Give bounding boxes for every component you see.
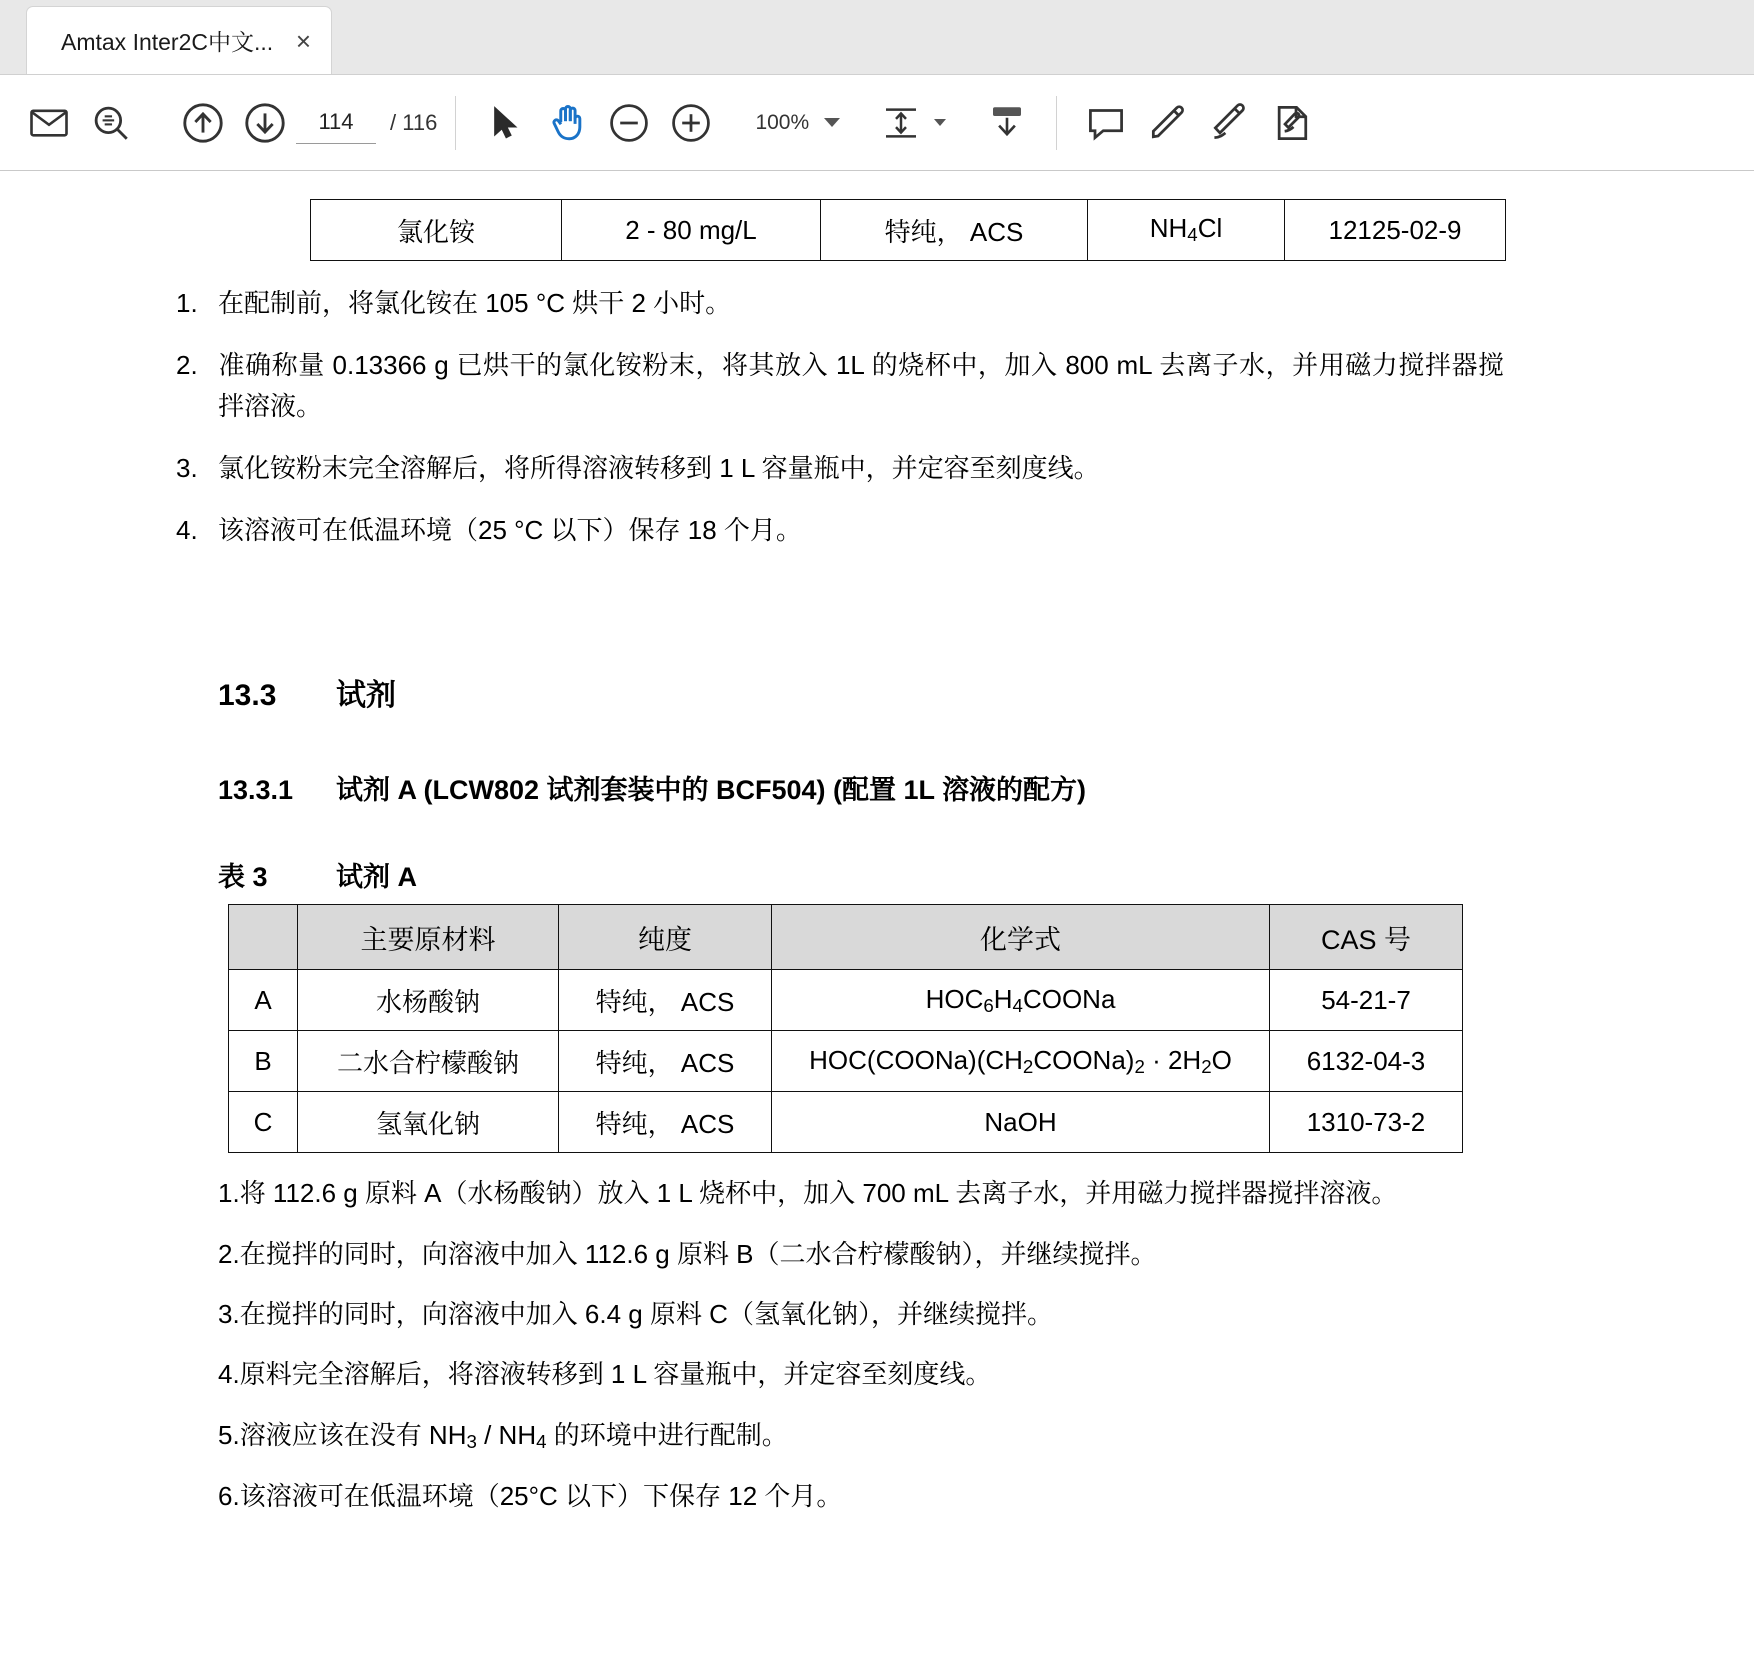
cell-cas: 54-21-7 — [1270, 970, 1463, 1031]
download-icon[interactable] — [976, 92, 1038, 154]
table-caption-number: 表 3 — [218, 862, 268, 893]
section-heading — [0, 670, 1754, 714]
step-number: 2. — [218, 1238, 240, 1269]
section-title: 试剂 — [336, 679, 396, 713]
step-paragraph — [0, 283, 1754, 323]
page-total-label: / 116 — [390, 109, 438, 135]
zoom-level-select[interactable] — [750, 111, 840, 135]
step-number: 3. — [176, 452, 198, 483]
cell-label: C — [229, 1092, 298, 1153]
step-text: 溶液应该在没有 $NH_3 / NH_4$ 的环境中进行配制。 — [239, 1419, 788, 1452]
cell-range: 2 - 80 mg/L — [562, 200, 821, 261]
step-paragraph — [0, 510, 1754, 550]
next-page-button[interactable] — [234, 92, 296, 154]
table-row — [229, 1031, 1463, 1092]
cell-formula: $HOC(COONa)(CH_2COONa)_2 \cdot 2H_2O$ — [772, 1031, 1270, 1092]
step-paragraph — [0, 1476, 1754, 1516]
cell-material: 水杨酸钠 — [298, 970, 559, 1031]
step-paragraph — [0, 345, 1754, 426]
chevron-down-icon[interactable] — [824, 118, 840, 127]
reagent-table — [228, 904, 1463, 1153]
comment-icon[interactable] — [1075, 92, 1137, 154]
cell-purity: 特纯， ACS — [559, 1031, 772, 1092]
table-row — [229, 970, 1463, 1031]
step-text: 准确称量 0.13366 g 已烘干的氯化铵粉末，将其放入 1L 的烧杯中，加入 800 mL 去离子水，并用磁力搅拌器搅拌溶液。 — [218, 350, 1504, 421]
cell-label: A — [229, 970, 298, 1031]
table-row — [229, 1092, 1463, 1153]
cell-formula: $HOC_6H_4COONa$ — [772, 970, 1270, 1031]
pdf-page-content — [0, 199, 1754, 1516]
toolbar-divider-2 — [1056, 96, 1057, 150]
step-paragraph — [0, 1354, 1754, 1394]
cell-material: 二水合柠檬酸钠 — [298, 1031, 559, 1092]
fit-page-chevron-icon[interactable] — [934, 119, 946, 126]
page-number-input[interactable] — [296, 101, 376, 144]
cell-purity: 特纯， ACS — [559, 1092, 772, 1153]
cell-cas: 1310-73-2 — [1270, 1092, 1463, 1153]
step-text: 在配制前，将氯化铵在 105 °C 烘干 2 小时。 — [218, 288, 732, 318]
step-number: 5. — [218, 1419, 240, 1450]
browser-tab-bar — [0, 0, 1754, 75]
cell-purity: 特纯， ACS — [821, 200, 1088, 261]
step-text: 该溶液可在低温环境（25 °C 以下）保存 18 个月。 — [218, 515, 802, 546]
step-paragraph — [0, 1234, 1754, 1274]
section-spacer — [0, 550, 1754, 670]
zoom-in-button[interactable] — [660, 92, 722, 154]
step-text: 该溶液可在低温环境（25°C 以下）下保存 12 个月。 — [239, 1480, 843, 1511]
zoom-level-value: 100% — [755, 110, 810, 134]
step-text: 原料完全溶解后，将溶液转移到 1 L 容量瓶中，并定容至刻度线。 — [239, 1359, 992, 1390]
step-paragraph — [0, 1173, 1754, 1213]
pdf-toolbar — [0, 75, 1754, 171]
zoom-out-button[interactable] — [598, 92, 660, 154]
step-text: 在搅拌的同时，向溶液中加入 6.4 g 原料 C（氢氧化钠），并继续搅拌。 — [239, 1299, 1053, 1330]
step-number: 3. — [218, 1299, 240, 1330]
column-header-cas: CAS 号 — [1270, 905, 1463, 970]
fit-page-button[interactable] — [870, 92, 932, 154]
close-icon[interactable]: × — [295, 25, 311, 56]
step-paragraph — [0, 448, 1754, 488]
step-number: 4. — [218, 1359, 240, 1390]
step-paragraph — [0, 1415, 1754, 1456]
step-number: 6. — [218, 1480, 240, 1511]
subsection-heading — [0, 768, 1754, 807]
cell-cas: 12125-02-9 — [1285, 200, 1506, 261]
previous-page-button[interactable] — [172, 92, 234, 154]
section-number: 13.3 — [218, 679, 277, 713]
search-icon[interactable] — [80, 92, 142, 154]
step-text: 将 112.6 g 原料 A（水杨酸钠）放入 1 L 烧杯中，加入 700 mL 去离子水，并用磁力搅拌器搅拌溶液。 — [239, 1178, 1398, 1209]
table-caption — [0, 855, 1754, 894]
cell-material: 氢氧化钠 — [298, 1092, 559, 1153]
draw-pen-icon[interactable] — [1199, 92, 1261, 154]
cell-formula: $NH_4Cl$ — [1088, 200, 1285, 261]
cell-purity: 特纯， ACS — [559, 970, 772, 1031]
cell-formula: NaOH — [772, 1092, 1270, 1153]
tab-title: Amtax Inter2C中文... — [61, 29, 274, 55]
step-paragraph — [0, 1294, 1754, 1334]
cell-cas: 6132-04-3 — [1270, 1031, 1463, 1092]
cursor-arrow-icon[interactable] — [474, 92, 536, 154]
sign-document-icon[interactable] — [1261, 92, 1323, 154]
step-number: 1. — [218, 1178, 240, 1209]
cell-label: B — [229, 1031, 298, 1092]
cell-name: 氯化铵 — [311, 200, 562, 261]
table-caption-title: 试剂 A — [336, 862, 417, 893]
column-header-purity: 纯度 — [559, 905, 772, 970]
step-text: 在搅拌的同时，向溶液中加入 112.6 g 原料 B（二水合柠檬酸钠），并继续搅拌。 — [239, 1238, 1157, 1269]
highlight-pen-icon[interactable] — [1137, 92, 1199, 154]
column-header-material: 主要原材料 — [298, 905, 559, 970]
step-number: 1. — [176, 288, 198, 318]
toolbar-divider — [455, 96, 456, 150]
compound-info-table — [310, 199, 1506, 261]
table-header-row — [229, 905, 1463, 970]
envelope-icon[interactable] — [18, 92, 80, 154]
subsection-number: 13.3.1 — [218, 775, 294, 806]
column-header-formula: 化学式 — [772, 905, 1270, 970]
step-number: 2. — [176, 350, 198, 381]
step-text: 氯化铵粉末完全溶解后，将所得溶液转移到 1 L 容量瓶中，并定容至刻度线。 — [218, 452, 1100, 483]
step-number: 4. — [176, 515, 198, 546]
table-row — [311, 200, 1506, 261]
column-header-label — [229, 905, 298, 970]
subsection-title: 试剂 A (LCW802 试剂套装中的 BCF504) (配置 1L 溶液的配方) — [336, 775, 1087, 806]
hand-icon[interactable] — [536, 92, 598, 154]
document-tab[interactable] — [26, 6, 332, 74]
